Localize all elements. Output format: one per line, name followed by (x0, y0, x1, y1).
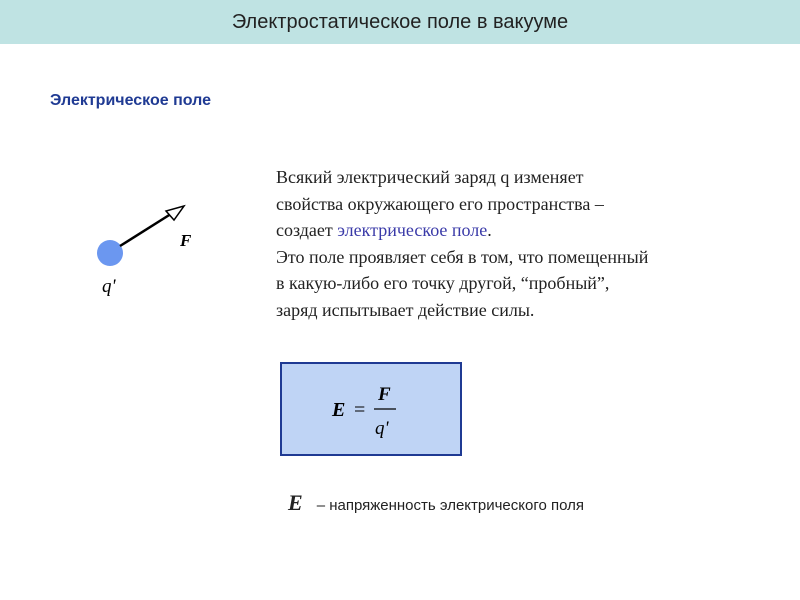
highlight-term: электрическое поле (337, 220, 488, 240)
charge-force-diagram (80, 190, 220, 315)
formula-denominator: q' (375, 418, 389, 439)
formula-numerator: F (378, 384, 391, 405)
section-title: Электрическое поле (50, 92, 211, 109)
body-line-2: свойства окружающего его пространства – (276, 193, 604, 214)
formula-box (280, 362, 462, 456)
force-arrow-shaft (120, 212, 174, 246)
test-charge (97, 240, 123, 266)
formula-svg (282, 364, 460, 454)
body-line-6: заряд испытывает действие силы. (276, 299, 535, 320)
body-line-1: Всякий электрический заряд q изменяет (276, 167, 584, 187)
slide-title: Электростатическое поле в вакууме (231, 10, 569, 33)
diagram-svg (80, 190, 220, 310)
force-arrow-head (166, 206, 184, 220)
body-line-3-prefix: создает (276, 220, 338, 240)
formula-equals: = (354, 399, 366, 421)
legend-symbol: E (288, 490, 303, 515)
legend (288, 490, 584, 516)
body-paragraph (276, 164, 766, 323)
slide-header (0, 0, 800, 44)
charge-label: q' (102, 276, 116, 297)
body-line-4: Это поле проявляет себя в том, что помещенный (276, 246, 649, 267)
force-label: F (180, 231, 192, 250)
body-line-5: в какую-либо его точку другой, “пробный”, (276, 273, 610, 293)
body-line-3-suffix: . (487, 220, 492, 240)
legend-description: – напряженность электрического поля (316, 497, 585, 514)
body-line-3 (276, 217, 766, 244)
formula-lhs: E (332, 399, 346, 421)
